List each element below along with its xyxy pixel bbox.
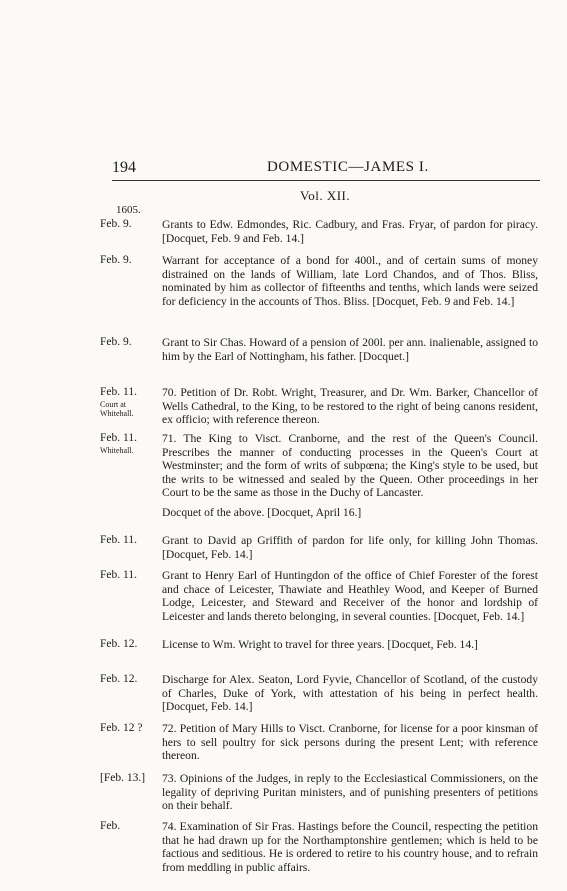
entry-text: 70. Petition of Dr. Robt. Wright, Treasurer, and Dr. Wm. Barker, Chancellor of Wells Cathedral, to the King, to be restored to the right of being canons resident, ex officio; with reference thereon. <box>162 386 538 427</box>
entry-date: Feb. 11. Whitehall. <box>100 432 158 455</box>
entry-text: 72. Petition of Mary Hills to Visct. Cranborne, for license for a poor kinsman of hers to sell poultry for sick persons during the present Lent; with reference thereon. <box>162 722 538 763</box>
volume-heading: Vol. XII. <box>300 188 351 203</box>
entry-date: Feb. 9. <box>100 218 132 230</box>
page-header <box>112 159 540 179</box>
entry-text: Grant to David ap Griffith of pardon for life only, for killing John Thomas. [Docquet, Feb. 14.] <box>162 534 538 561</box>
entry-date: Feb. 9. <box>100 254 132 266</box>
entry-date: [Feb. 13.] <box>100 772 146 784</box>
running-title: DOMESTIC—JAMES I. <box>267 159 429 175</box>
entry-text: Grant to Henry Earl of Huntingdon of the office of Chief Forester of the forest and chace of Leicester, Thawiate and Heathley Wood, and Keeper of Burned Lodge, Leicester, and Steward and Receiver of the honor and lordship of Leicester and lands thereto belonging, in several counties. [Docquet, Feb. 14.] <box>162 569 538 623</box>
entry-text: Grant to Sir Chas. Howard of a pension of 200l. per ann. inalienable, assigned to him by the Earl of Nottingham, his father. [Docquet.] <box>162 336 538 363</box>
page-number: 194 <box>112 159 136 176</box>
entry-date: Feb. 12. <box>100 673 138 685</box>
year-label: 1605. <box>116 204 141 216</box>
entry-text: Discharge for Alex. Seaton, Lord Fyvie, Chancellor of Scotland, of the custody of Charles, Duke of York, with attestation of his being in perfect health. [Docquet, Feb. 14.] <box>162 673 538 714</box>
entry-text: 74. Examination of Sir Fras. Hastings before the Council, respecting the petition that he had drawn up for the Northamptonshire gentlemen; which is held to be factious and seditious. He is ordered to retire to his country house, and to refrain from meddling in public affairs. <box>162 820 538 874</box>
entry-text: 71. The King to Visct. Cranborne, and the rest of the Queen's Council. Prescribes the manner of conducting processes in the Queen's Court at Westminster; and the form of writs of subpœna; the King's style to be used, but the writs to be witnessed and sealed by the Queen. Other proceedings in her Court to be the same as those in the Duchy of Lancaster. <box>162 432 538 500</box>
entry-text: License to Wm. Wright to travel for three years. [Docquet, Feb. 14.] <box>162 638 478 651</box>
entry-text: Warrant for acceptance of a bond for 400l., and of certain sums of money distrained on the lands of William, late Lord Chandos, and of Thos. Bliss, nominated by him as collector of fifteenths and tenths, which lands were seized for deficiency in the accounts of Thos. Bliss. [Docquet, Feb. 9 and Feb. 14.] <box>162 254 538 308</box>
entry-date: Feb. 11. Court at Whitehall. <box>100 386 158 418</box>
entry-date: Feb. 12. <box>100 638 138 650</box>
entry-date: Feb. 11. <box>100 569 137 581</box>
entry-date: Feb. 12 ? <box>100 722 143 734</box>
entry-text: Grants to Edw. Edmondes, Ric. Cadbury, and Fras. Fryar, of pardon for piracy. [Docquet, Feb. 9 and Feb. 14.] <box>162 218 538 245</box>
entry-text: Docquet of the above. [Docquet, April 16.] <box>162 506 362 519</box>
entry-place: Whitehall. <box>100 446 134 455</box>
entry-place: Court at Whitehall. <box>100 400 134 418</box>
entry-date: Feb. 9. <box>100 336 132 348</box>
header-rule <box>112 180 540 181</box>
entry-date: Feb. <box>100 820 121 832</box>
entry-date: Feb. 11. <box>100 534 137 546</box>
entry-text: 73. Opinions of the Judges, in reply to the Ecclesiastical Commissioners, on the legality of depriving Puritan ministers, and of punishing presenters of petitions on their behalf. <box>162 772 538 813</box>
